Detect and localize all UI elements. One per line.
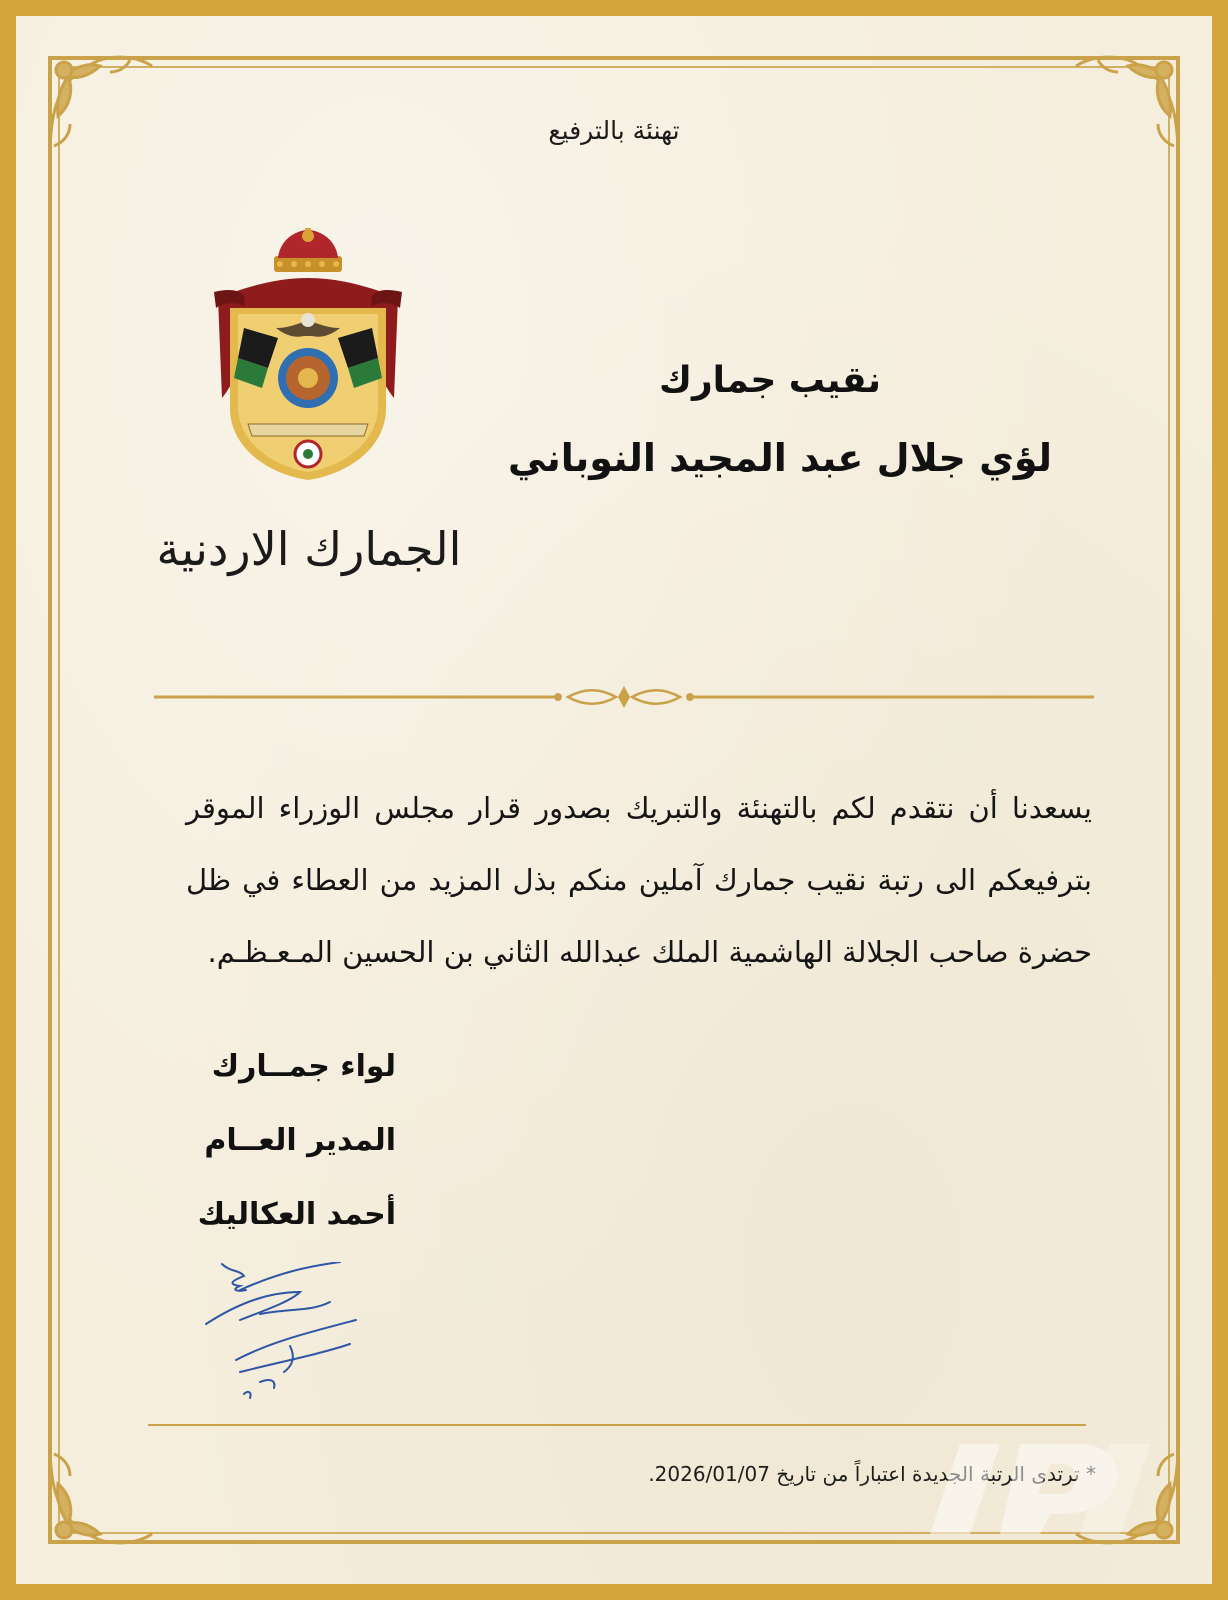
signatory-name: أحمد العكاليك bbox=[197, 1197, 396, 1232]
ornamental-divider-icon bbox=[154, 686, 1094, 726]
handwritten-signature-icon bbox=[200, 1262, 380, 1402]
coat-of-arms-icon bbox=[208, 228, 408, 490]
watermark-logo-icon bbox=[930, 1424, 1160, 1544]
corner-ornament-icon bbox=[1068, 46, 1188, 166]
signatory-title: المدير العــام bbox=[204, 1123, 396, 1158]
signatory-rank: لواء جمــارك bbox=[211, 1049, 396, 1084]
signatory-block bbox=[186, 1030, 396, 1252]
emblem-caption: الجمارك الاردنية bbox=[156, 522, 462, 576]
congratulation-message: يسعدنا أن نتقدم لكم بالتهنئة والتبريك بصدور قرار مجلس الوزراء الموقر بترفيعكم الى رتبة نقيب جمارك آملين منكم بذل المزيد من العطاء في ظل حضرة صاحب الجلالة الهاشمية الملك عبدالله الثاني بن الحسين المـعـظـم. bbox=[186, 791, 1092, 969]
page-title: تهنئة بالترفيع bbox=[548, 116, 680, 145]
corner-ornament-icon bbox=[40, 46, 160, 166]
footnote: * ترتدى الرتبة الجديدة اعتباراً من تاريخ 2026/01/07. bbox=[648, 1462, 1096, 1486]
recipient-rank: نقيب جمارك bbox=[658, 360, 882, 401]
recipient-name: لؤي جلال عبد المجيد النوباني bbox=[508, 436, 1052, 480]
corner-ornament-icon bbox=[40, 1434, 160, 1554]
